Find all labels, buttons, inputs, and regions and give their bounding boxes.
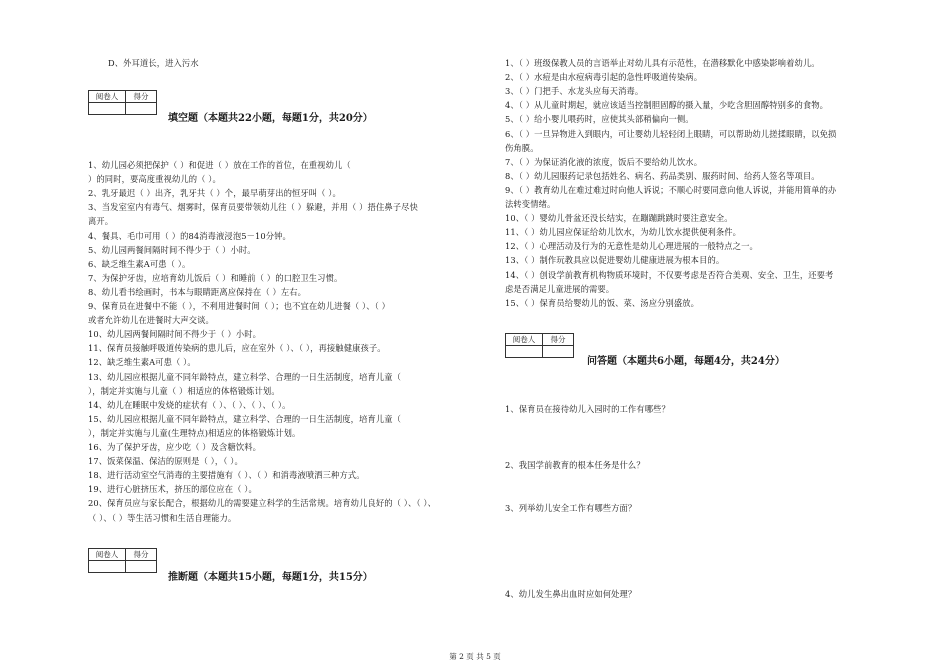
fill-question-line: 17、饭菜保温、保洁的原则是（ ），（ ）。: [88, 456, 243, 467]
judge-question-line: 15、（ ）保育员给婴幼儿的饭、菜、汤应分别盛放。: [505, 297, 700, 308]
fill-question-line: 15、幼儿园应根据儿童不同年龄特点，建立科学、合理的一日生活制度，培育儿童（: [88, 413, 402, 424]
fill-question-line: 12、缺乏维生素A可患（ ）。: [88, 357, 196, 368]
fill-question-line: 2、乳牙最迟（ ）出齐，乳牙共（ ）个，最早萌芽出的恒牙叫（ ）。: [88, 188, 341, 199]
score-cell[interactable]: [126, 561, 157, 573]
grader-cell[interactable]: [89, 103, 126, 115]
score-label: 得分: [126, 549, 157, 561]
fill-question-line: 11、保育员接触呼吸道传染病的患儿后，应在室外（ ）、（ ），再接触健康孩子。: [88, 343, 386, 354]
grader-label: 阅卷人: [89, 91, 126, 103]
qa-question: 3、列举幼儿安全工作有哪些方面？: [505, 503, 637, 513]
fill-question-line: 5、幼儿园两餐间隔时间不得少于（ ）小时。: [88, 244, 256, 255]
judge-question-line: 7、（ ）为保证消化液的浓度，饭后不要给幼儿饮水。: [505, 156, 703, 167]
fill-question-line: ），制定并实施与儿童(生理特点)相适应的体格锻炼计划。: [88, 427, 301, 438]
fill-question-line: 或者允许幼儿在进餐时大声交谈。: [88, 315, 214, 326]
judge-question-line: 4、（ ）从儿童时期起，就应该适当控制胆固醇的摄入量，少吃含胆固醇特别多的食物。: [505, 100, 829, 111]
judge-question-line: 10、（ ）婴幼儿骨盆还没长结实，在蹦蹦跳跳时要注意安全。: [505, 213, 733, 224]
grader-cell[interactable]: [506, 346, 543, 358]
score-cell[interactable]: [543, 346, 574, 358]
judge-question-line: 11、（ ）幼儿园应保证给幼儿饮水，为幼儿饮水提供便利条件。: [505, 227, 742, 238]
fill-question-line: 6、缺乏维生素A可患（ ）。: [88, 258, 191, 269]
score-box-judge: [88, 548, 157, 573]
qa-section-title: 问答题（本题共6小题，每题4分，共24分）: [587, 356, 785, 367]
qa-question: 4、幼儿发生鼻出血时应如何处理？: [505, 589, 637, 599]
fill-question-line: 16、为了保护牙齿，应少吃（ ）及含糖饮料。: [88, 442, 262, 452]
fill-question-line: 9、保育员在进餐中不能（ ），不利用进餐时间（ ）；也不宜在幼儿进餐（ ）、（ ）: [88, 301, 391, 311]
judge-question-line: 虑是否满足儿童进展的需要。: [505, 283, 615, 294]
option-d-line: D、外耳道长，进入污水: [108, 58, 199, 68]
fill-question-line: ），制定并实施与儿童（ ）相适应的体格锻炼计划。: [88, 385, 280, 396]
score-cell[interactable]: [126, 103, 157, 115]
fill-section-title: 填空题（本题共22小题，每题1分，共20分）: [168, 113, 373, 124]
qa-question: 1、保育员在接待幼儿入园时的工作有哪些？: [505, 404, 670, 414]
judge-question-line: 5、（ ）给小婴儿喂药时，应使其头部稍偏向一侧。: [505, 114, 694, 125]
fill-question-line: 离开。: [88, 216, 114, 227]
fill-question-line: 1、幼儿园必须把保护（ ）和促进（ ）放在工作的首位，在重视幼儿（: [88, 160, 351, 170]
fill-question-line: 18、进行活动室空气消毒的主要措施有（ ）、（ ）和消毒液喷洒三种方式。: [88, 470, 365, 481]
fill-question-line: 7、为保护牙齿，应培育幼儿饭后（ ）和睡前（ ）的口腔卫生习惯。: [88, 272, 343, 283]
judge-question-line: 1、（ ）班级保教人员的言语举止对幼儿具有示范性，在潜移默化中感染影响着幼儿。: [505, 58, 820, 68]
fill-question-line: 19、进行心脏挤压术，挤压的部位应在（ ）。: [88, 484, 257, 495]
judge-question-line: 2、（ ）水痘是由水痘病毒引起的急性呼吸道传染病。: [505, 72, 703, 83]
grader-label: 阅卷人: [506, 334, 543, 346]
judge-question-line: 14、（ ）创设学前教育机构物质环境时，不仅要考虑是否符合美观、安全、卫生，还要考: [505, 269, 834, 280]
score-box-qa: [505, 333, 574, 358]
fill-question-line: 14、幼儿在睡眠中发烧的症状有（ ）、（ ）、（ ）、（ ）。: [88, 399, 291, 410]
grader-cell[interactable]: [89, 561, 126, 573]
fill-question-line: （ ）、（ ）等生活习惯和生活自理能力。: [88, 512, 237, 523]
fill-question-line: 3、当发室室内有毒气、烟雾时，保育员要带领幼儿往（ ）躲避，并用（ ）捂住鼻子尽快: [88, 202, 418, 213]
judge-question-line: 8、（ ）幼儿园服药记录包括姓名、病名、药品类别、服药时间、给药人签名等项目。: [505, 170, 820, 181]
fill-question-line: 10、幼儿园两餐间隔时间不得少于（ ）小时。: [88, 329, 262, 340]
judge-question-line: 13、（ ）制作玩教具应以促进婴幼儿健康进展为根本目的。: [505, 255, 725, 266]
fill-question-line: ）的同时，要高度重视幼儿的（ ）。: [88, 174, 221, 185]
fill-question-line: 8、幼儿看书绘画时，书本与眼睛距离应保持在（ ）左右。: [88, 286, 307, 297]
qa-question: 2、我国学前教育的根本任务是什么？: [505, 460, 645, 470]
score-label: 得分: [543, 334, 574, 346]
judge-question-line: 3、（ ）门把手、水龙头应每天消毒。: [505, 86, 644, 97]
judge-question-line: 6、（ ）一旦异物进入到眼内，可让婴幼儿轻轻闭上眼睛，可以帮助幼儿搓揉眼睛，以免损: [505, 128, 837, 139]
fill-question-line: 13、幼儿园应根据儿童不同年龄特点，建立科学、合理的一日生活制度，培育儿童（: [88, 371, 402, 382]
judge-question-line: 法转变情绪。: [505, 199, 556, 209]
page-number: 第 2 页 共 5 页: [449, 652, 501, 661]
judge-section-title: 推断题（本题共15小题，每题1分，共15分）: [168, 572, 373, 583]
judge-question-line: 12、（ ）心理活动及行为的无意性是幼儿心理进展的一般特点之一。: [505, 241, 758, 252]
score-label: 得分: [126, 91, 157, 103]
judge-question-line: 伤角膜。: [505, 142, 539, 153]
fill-question-line: 4、餐具、毛巾可用（ ）的84消毒液浸泡5－10分钟。: [88, 230, 291, 241]
judge-question-line: 9、（ ）教育幼儿在难过难过时向他人诉说；不顺心时要同意向他人诉说，并能用简单的办: [505, 184, 837, 195]
fill-question-line: 20、保育员应与家长配合，根据幼儿的需要建立科学的生活常规。培育幼儿良好的（ ）、（ ）、: [88, 498, 437, 509]
score-box-fill: [88, 90, 157, 115]
grader-label: 阅卷人: [89, 549, 126, 561]
